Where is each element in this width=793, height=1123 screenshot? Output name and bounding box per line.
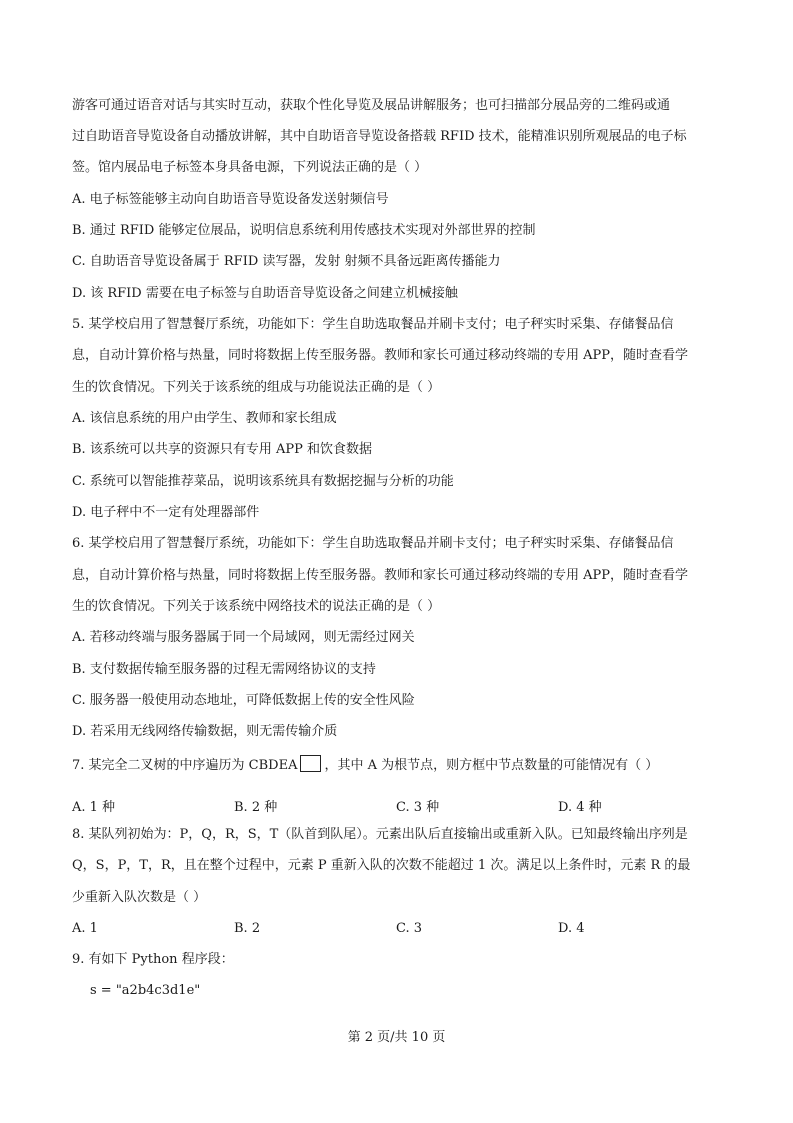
q8-option-b: B. 2 — [234, 921, 261, 936]
q8-option-a: A. 1 — [72, 921, 98, 936]
q6-stem-line-3: 生的饮食情况。下列关于该系统中网络技术的说法正确的是（ ） — [72, 599, 441, 614]
q6-option-c: C. 服务器一般使用动态地址，可降低数据上传的安全性风险 — [72, 693, 415, 708]
q4-stem-line-1: 游客可通过语音对话与其实时互动，获取个性化导览及展品讲解服务；也可扫描部分展品旁的二维码或通 — [72, 98, 671, 113]
q4-stem-line-3: 签。馆内展品电子标签本身具备电源，下列说法正确的是（ ） — [72, 160, 428, 175]
q5-option-c: C. 系统可以智能推荐菜品，说明该系统具有数据挖掘与分析的功能 — [72, 474, 454, 489]
q7-stem — [72, 750, 722, 782]
q6-option-d: D. 若采用无线网络传输数据，则无需传输介质 — [72, 724, 338, 739]
q7-option-a: A. 1 种 — [72, 800, 116, 815]
q8-stem-line-1: 8. 某队列初始为：P，Q，R，S，T（队首到队尾）。元素出队后直接输出或重新入队。已知最终输出序列是 — [72, 827, 688, 842]
q5-option-a: A. 该信息系统的用户由学生、教师和家长组成 — [72, 411, 337, 426]
q5-stem-line-3: 生的饮食情况。下列关于该系统的组成与功能说法正确的是（ ） — [72, 380, 441, 395]
q7-option-c: C. 3 种 — [396, 800, 440, 815]
q6-stem-line-1: 6. 某学校启用了智慧餐厅系统，功能如下：学生自助选取餐品并刷卡支付；电子秤实时采集、存储餐品信 — [72, 536, 674, 551]
q5-stem-line-1: 5. 某学校启用了智慧餐厅系统，功能如下：学生自助选取餐品并刷卡支付；电子秤实时采集、存储餐品信 — [72, 317, 674, 332]
q8-stem-line-2: Q，S，P，T，R，且在整个过程中，元素 P 重新入队的次数不能超过 1 次。满足以上条件时，元素 R 的最 — [72, 858, 691, 873]
q8-stem-line-3: 少重新入队次数是（ ） — [72, 890, 207, 905]
q7-option-b: B. 2 种 — [234, 800, 278, 815]
q4-option-b: B. 通过 RFID 能够定位展品，说明信息系统利用传感技术实现对外部世界的控制 — [72, 223, 536, 238]
q9-stem: 9. 有如下 Python 程序段： — [72, 952, 234, 967]
q6-option-b: B. 支付数据传输至服务器的过程无需网络协议的支持 — [72, 662, 376, 677]
page-footer: 第 2 页/共 10 页 — [347, 1030, 446, 1045]
q6-stem-line-2: 息，自动计算价格与热量，同时将数据上传至服务器。教师和家长可通过移动终端的专用 APP，随时查看学 — [72, 568, 689, 583]
q4-option-d: D. 该 RFID 需要在电子标签与自助语音导览设备之间建立机械接触 — [72, 286, 458, 301]
q5-stem-line-2: 息，自动计算价格与热量，同时将数据上传至服务器。教师和家长可通过移动终端的专用 APP，随时查看学 — [72, 348, 689, 363]
q7-option-d: D. 4 种 — [558, 800, 602, 815]
q4-stem-line-2: 过自助语音导览设备自动播放讲解，其中自助语音导览设备搭载 RFID 技术，能精准识别所观展品的电子标 — [72, 129, 687, 144]
q6-option-a: A. 若移动终端与服务器属于同一个局域网，则无需经过网关 — [72, 630, 415, 645]
q4-option-c: C. 自助语音导览设备属于 RFID 读写器，发射 射频不具备远距离传播能力 — [72, 254, 501, 269]
q4-option-a: A. 电子标签能够主动向自助语音导览设备发送射频信号 — [72, 192, 389, 207]
q8-option-d: D. 4 — [558, 921, 585, 936]
q7-stem-before: 7. 某完全二叉树的中序遍历为 CBDEA — [72, 758, 298, 773]
q7-stem-after: ，其中 A 为根节点，则方框中节点数量的可能情况有（ ） — [324, 758, 659, 773]
q8-option-c: C. 3 — [396, 921, 423, 936]
q9-code-line: s = "a2b4c3d1e" — [90, 983, 201, 998]
q5-option-b: B. 该系统可以共享的资源只有专用 APP 和饮食数据 — [72, 442, 372, 457]
q5-option-d: D. 电子秤中不一定有处理器部件 — [72, 505, 260, 520]
blank-box — [300, 755, 321, 772]
